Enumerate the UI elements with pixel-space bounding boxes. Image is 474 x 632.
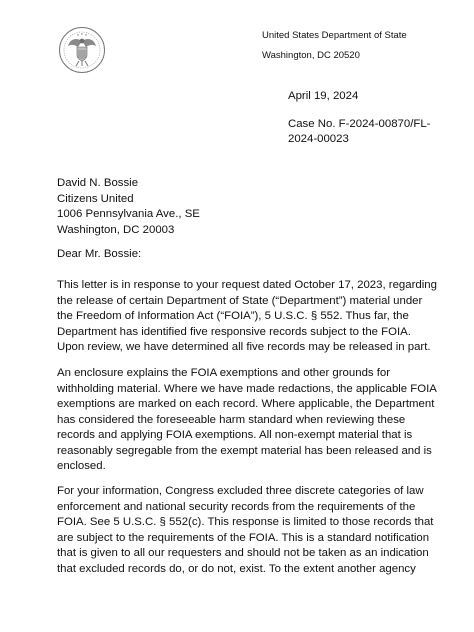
letterhead-location: Washington, DC 20520 [262, 50, 360, 61]
paragraph-line: the Freedom of Information Act (“FOIA”), 5 U.S.C. § 552. Thus far, the [57, 310, 409, 322]
department-seal-icon [58, 26, 106, 74]
paragraph-line: This letter is in response to your request dated October 17, 2023, regarding [57, 279, 437, 291]
recipient-line: Citizens United [57, 192, 134, 205]
paragraph-line: An enclosure explains the FOIA exemptions and other grounds for [57, 367, 391, 379]
recipient-line: Washington, DC 20003 [57, 223, 175, 236]
case-number-line-2: 2024-00023 [288, 133, 349, 145]
paragraph-line: reasonably segregable from the exempt material has been released and is [57, 444, 432, 457]
paragraph-line: has considered the foreseeable harm standard when reviewing these [57, 413, 406, 426]
paragraph-line: Upon review, we have determined all five records may be released in part. [57, 341, 431, 353]
paragraph-line: that is given to all our requesters and should not be taken as an indication [57, 547, 429, 559]
recipient-address [57, 176, 200, 238]
paragraph-line: that excluded records do, or do not, exist. To the extent another agency [57, 562, 416, 575]
paragraph-1 [57, 278, 437, 356]
paragraph-line: are subject to the requirements of the FOIA. This is a standard notification [57, 531, 430, 544]
paragraph-line: enclosed. [57, 460, 106, 472]
paragraph-3 [57, 484, 433, 577]
paragraph-line: enforcement and national security records from the requirements of the [57, 500, 416, 513]
letterhead-department: United States Department of State [262, 30, 407, 41]
paragraph-line: records and applying FOIA exemptions. All non-exempt material that is [57, 429, 413, 441]
paragraph-line: Department has identified five responsive records subject to the FOIA. [57, 325, 411, 338]
paragraph-line: For your information, Congress excluded three discrete categories of law [57, 485, 424, 497]
recipient-line: 1006 Pennsylvania Ave., SE [57, 208, 200, 220]
paragraph-line: withholding material. Where we have made redactions, the applicable FOIA [57, 382, 437, 395]
paragraph-line: the release of certain Department of State (“Department”) material under [57, 294, 423, 307]
case-number-line-1: Case No. F-2024-00870/FL- [288, 118, 431, 130]
paragraph-line: FOIA. See 5 U.S.C. § 552(c). This response is limited to those records that [57, 516, 434, 528]
salutation: Dear Mr. Bossie: [57, 248, 142, 260]
paragraph-line: exemptions are marked on each record. Where applicable, the Department [57, 398, 435, 410]
letter-date: April 19, 2024 [288, 90, 359, 102]
paragraph-2 [57, 366, 437, 475]
recipient-line: David N. Bossie [57, 177, 139, 189]
